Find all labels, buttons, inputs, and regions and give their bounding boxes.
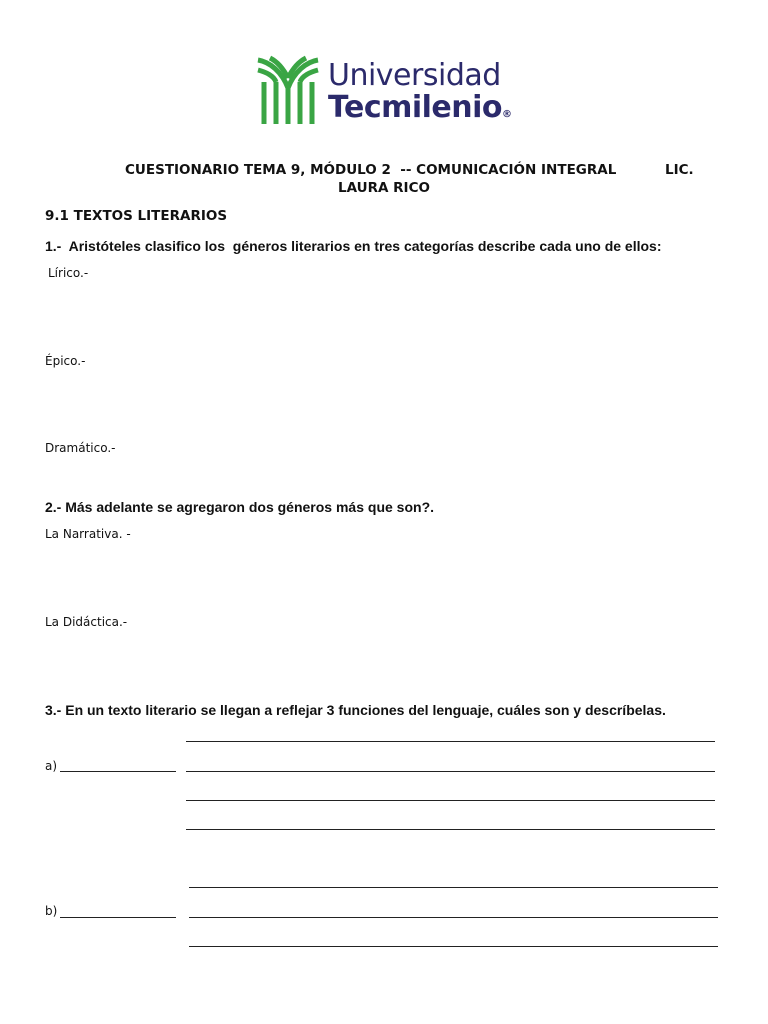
document-title-lic: LIC. [665,162,694,178]
answer-line[interactable] [189,946,718,947]
question-1: 1.- Aristóteles clasifico los géneros literarios en tres categorías describe cada uno de ellos: [45,238,662,254]
registered-mark: ® [502,109,512,120]
answer-line[interactable] [186,800,715,801]
university-logo [256,52,512,128]
answer-line[interactable] [60,917,176,918]
logo-text-universidad: Universidad [328,58,501,93]
q1-item-lirico: Lírico.- [48,266,89,280]
section-heading: 9.1 TEXTOS LITERARIOS [45,208,228,224]
logo-text-tecmilenio [328,90,512,125]
q2-item-narrativa: La Narrativa. - [45,527,131,541]
answer-line[interactable] [186,771,715,772]
q1-item-dramatico: Dramático.- [45,441,116,455]
answer-line[interactable] [189,917,718,918]
answer-line[interactable] [186,741,715,742]
q2-item-didactica: La Didáctica.- [45,615,128,629]
question-3: 3.- En un texto literario se llegan a reflejar 3 funciones del lenguaje, cuáles son y descríbelas. [45,702,666,718]
q1-item-epico: Épico.- [45,354,86,368]
logo-text-tecmilenio-word: Tecmilenio [328,90,503,125]
answer-line[interactable] [186,829,715,830]
q3-option-a: a) [45,759,58,773]
tecmilenio-logo-icon [256,54,322,126]
answer-line[interactable] [189,887,718,888]
question-2: 2.- Más adelante se agregaron dos géneros más que son?. [45,499,435,515]
document-title: CUESTIONARIO TEMA 9, MÓDULO 2 -- COMUNICACIÓN INTEGRAL [125,162,617,178]
answer-line[interactable] [60,771,176,772]
q3-option-b: b) [45,904,58,918]
document-author: LAURA RICO [338,180,430,196]
